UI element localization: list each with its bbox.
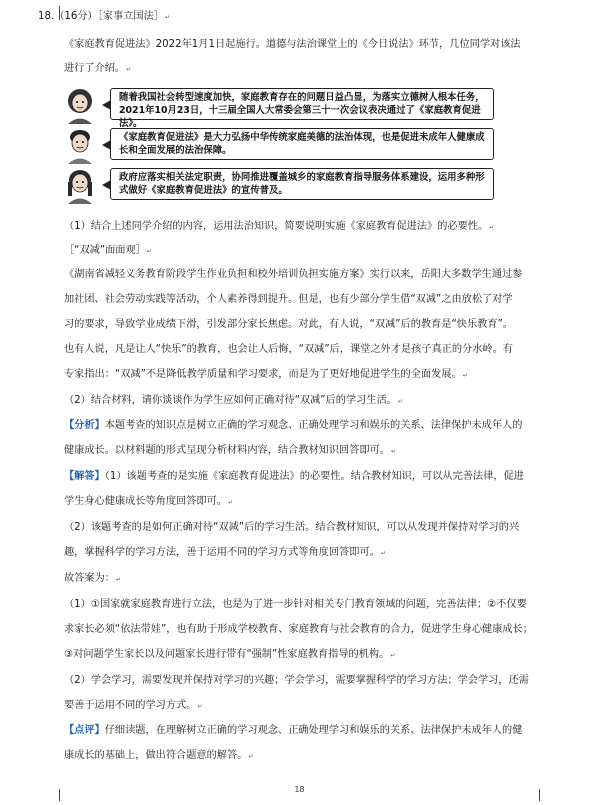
answer-explain-line-2: 学生身心健康成长等角度回答即可。↵	[64, 496, 234, 507]
page-number: 18	[294, 785, 305, 794]
question-header: 18.（16分）［家事立国法］↵	[38, 11, 170, 22]
material-line-4: 也有人说，凡是让人“快乐”的教育，也会让人后悔，“双减”后，课堂之外才是孩子真正的分水岭。有	[64, 344, 513, 355]
answer-explain-line-1: 【解答】（1）该题考查的是实施《家庭教育促进法》的必要性。结合教材知识，可以从完善法律，促进	[64, 471, 524, 482]
speech-figure	[60, 86, 500, 204]
answer-explain-label: 【解答】	[64, 471, 105, 482]
intro-line-1: 《家庭教育促进法》2022年1月1日起施行。道德与法治课堂上的《今日说法》环节，几位同学对该法	[64, 39, 521, 50]
material-line-3: 习的要求，导致学业成绩下滑，引发部分家长焦虑。对此，有人说，“双减”后的教育是“快乐教育”。	[64, 319, 513, 330]
material-line-1: 《湖南省减轻义务教育阶段学生作业负担和校外培训负担实施方案》实行以来，岳阳大多数学生通过参	[64, 269, 523, 280]
analysis-line-1: 【分析】本题考查的知识点是树立正确的学习观念、正确处理学习和娱乐的关系、法律保护未成年人的	[64, 420, 523, 431]
girl-avatar-icon	[60, 86, 100, 124]
girl-braids-avatar-icon	[60, 166, 100, 204]
comment-line-1: 【点评】仔细读题，在理解树立正确的学习观念、正确处理学习和娱乐的关系、法律保护未成年人的健	[64, 725, 523, 736]
answer-1-line-2: 求家长必须“依法带娃”，也有助于形成学校教育、家庭教育与社会教育的合力，促进学生身心健康成长；	[64, 624, 533, 635]
speech-row-1	[60, 86, 500, 129]
speech-bubble-2: 《家庭教育促进法》是大力弘扬中华传统家庭美德的法治体现，也是促进未成年人健康成长和全面发展的法治保障。	[110, 128, 494, 160]
answer-2-line-2: 要善于运用不同的学习方式。↵	[64, 700, 203, 711]
speech-bubble-3: 政府应落实相关法定职责，协同推进覆盖城乡的家庭教育指导服务体系建设，运用多种形式做好《家庭教育促进法》的宣传普及。	[110, 168, 494, 200]
answer-1-line-1: （1）①国家就家庭教育进行立法，也是为了进一步针对相关专门教育领域的问题，完善法律；②不仅要	[64, 599, 527, 610]
analysis-line-2: 健康成长。以材料题的形式呈现分析材料内容，结合教材知识回答即可。↵	[64, 445, 397, 456]
answer-2-line-1: （2）学会学习，需要发现并保持对学习的兴趣；学会学习，需要掌握科学的学习方法；学会学习，还需	[64, 675, 529, 686]
boy-avatar-icon	[60, 126, 100, 164]
analysis-label: 【分析】	[64, 420, 105, 431]
comment-line-2: 康成长的基础上，做出符合题意的解答。↵	[64, 750, 254, 761]
question-2: （2）结合材料，请你谈谈作为学生应如何正确对待“双减”后的学习生活。↵	[64, 395, 403, 406]
speech-row-2	[60, 126, 500, 164]
answer-explain-line-4: 趣，掌握科学的学习方法，善于运用不同的学习方式等角度回答即可。↵	[64, 547, 386, 558]
subtopic-title: ［“双减”面面观］↵	[64, 245, 152, 256]
intro-line-2: 进行了介绍。↵	[64, 63, 132, 74]
question-1: （1）结合上述同学介绍的内容，运用法治知识，简要说明实施《家庭教育促进法》的必要性。↵	[64, 221, 495, 232]
comment-label: 【点评】	[64, 725, 105, 736]
speech-bubble-1: 随着我国社会转型速度加快，家庭教育存在的问题日益凸显，为落实立德树人根本任务，2021年10月23日，十三届全国人大常委会第三十一次会议表决通过了《家庭教育促进法》。	[110, 88, 494, 120]
material-line-2: 加社团、社会劳动实践等活动，个人素养得到提升。但是，也有少部分学生借“双减”之由放松了对学	[64, 294, 513, 305]
answer-1-line-3: ③对问题学生家长以及问题家长进行带有“强制”性家庭教育指导的机构。↵	[64, 649, 396, 660]
answers-lead: 故答案为：↵	[64, 573, 121, 584]
speech-row-3	[60, 166, 500, 204]
material-line-5: 专家指出：“双减”不是降低教学质量和学习要求，而是为了更好地促进学生的全面发展。↵	[64, 369, 468, 380]
answer-explain-line-3: （2）该题考查的是如何正确对待“双减”后的学习生活。结合教材知识，可以从发现并保持对学习的兴	[64, 522, 520, 533]
